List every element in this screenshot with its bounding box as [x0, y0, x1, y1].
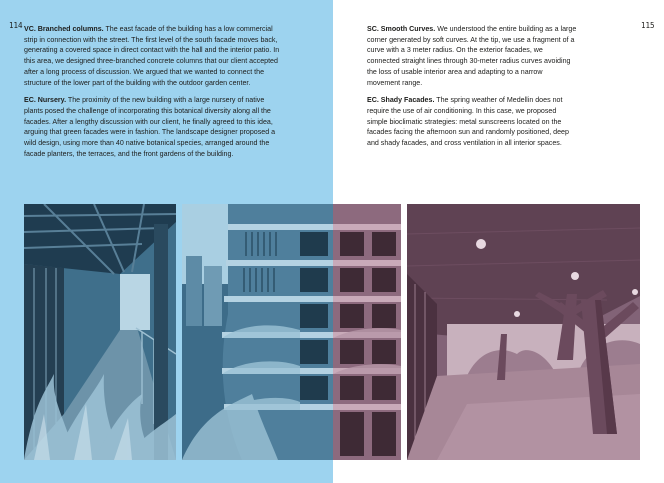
paragraph-heading: EC. Shady Facades. — [367, 96, 435, 105]
left-text-column — [24, 24, 282, 166]
photo-branched-columns — [407, 204, 640, 460]
paragraph-body: The east facade of the building has a low commercial strip in connection with the street. The first level of the south facade moves back, generating a covered space in direct contact with the hall and the interior patio. In this area, we designed three-branched concrete columns that our client accepted after a long process of discussion. We argued that we wanted to connect the structure of the lower part of the building with the outdoor garden center. — [24, 25, 280, 87]
paragraph-heading: EC. Nursery. — [24, 96, 67, 105]
right-text-column — [367, 24, 577, 156]
photo-building-facade — [182, 204, 401, 460]
paragraph-heading: SC. Smooth Curves. — [367, 25, 436, 33]
paragraph-heading: VC. Branched columns. — [24, 25, 104, 33]
right-page-number: 115 — [641, 21, 655, 30]
paragraph-branched-columns — [24, 24, 282, 88]
paragraph-shady-facades — [367, 95, 577, 149]
paragraph-nursery — [24, 95, 282, 159]
photo-covered-corridor — [24, 204, 176, 460]
paragraph-smooth-curves — [367, 24, 577, 88]
paragraph-body: The spring weather of Medellin does not require the use of air conditioning. In this case, we proposed simple bioclimatic strategies: metal sunscreens located on the facades facing the afternoon sun and randomly positioned, deep and shady facades, and cross ventilation in all interior spaces. — [367, 96, 569, 148]
paragraph-body: We understood the entire building as a large corner generated by soft curves. At the tip, we use a fragment of a curve with a 3 meter radius. On the exterior facades, we connected straight lines through 30-meter radius curves avoiding the loss of usable interior area and adapting to a narrow movement range. — [367, 25, 577, 87]
paragraph-body: The proximity of the new building with a large nursery of native plants posed the challenge of incorporating this botanical diversity along all the facades. After a lengthy discussion with our client, he finally agreed to this idea, arguing that green facades were in fashion. The landscape designer proposed a wild design, using more than 40 native botanical species, arranged around the facade planters, the terraces, and the front gardens of the building. — [24, 96, 276, 158]
left-page-number: 114 — [9, 21, 23, 30]
